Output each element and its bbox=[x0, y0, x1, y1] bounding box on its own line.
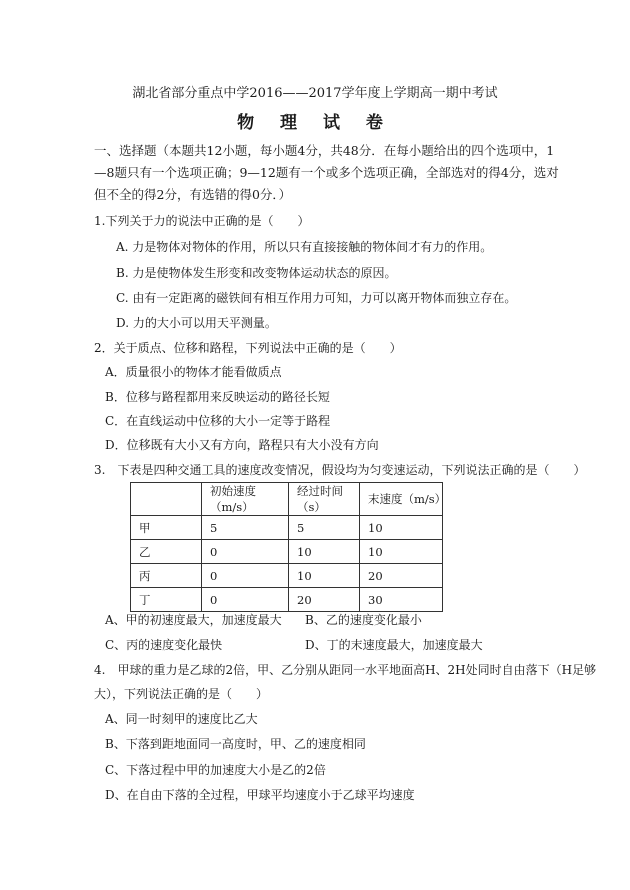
question-3-option-c: C、丙的速度变化最快 bbox=[105, 638, 223, 652]
question-4-stem: 4. 甲球的重力是乙球的2倍，甲、乙分别从距同一水平地面高H、2H处同时自由落下（H足够 bbox=[94, 663, 597, 677]
table-cell: 30 bbox=[360, 588, 443, 612]
table-cell: 丙 bbox=[131, 564, 202, 588]
question-4-option-d: D、在自由下落的全过程，甲球平均速度小于乙球平均速度 bbox=[105, 788, 415, 802]
question-1-option-c: C. 由有一定距离的磁铁间有相互作用力可知，力可以离开物体而独立存在。 bbox=[116, 291, 517, 305]
table-row bbox=[131, 540, 443, 564]
question-1-option-b: B. 力是使物体发生形变和改变物体运动状态的原因。 bbox=[116, 266, 397, 280]
table-header-cell bbox=[131, 483, 202, 516]
table-cell: 0 bbox=[202, 564, 289, 588]
table-row bbox=[131, 516, 443, 540]
table-header-cell: 经过时间（s） bbox=[289, 483, 360, 516]
table-cell: 甲 bbox=[131, 516, 202, 540]
question-1-option-d: D. 力的大小可以用天平测量。 bbox=[116, 316, 277, 330]
table-cell: 丁 bbox=[131, 588, 202, 612]
question-2-option-b: B．位移与路程都用来反映运动的路径长短 bbox=[105, 390, 330, 404]
question-3-option-d: D、丁的末速度最大，加速度最大 bbox=[305, 638, 483, 652]
section-instruction: 一、选择题（本题共12小题，每小题4分，共48分．在每小题给出的四个选项中，1—8题只有一个选项正确；9—12题有一个或多个选项正确，全部选对的得4分，选对但不全的得2分，有选错的得0分．） bbox=[94, 143, 559, 202]
school-header: 湖北省部分重点中学2016——2017学年度上学期高一期中考试 bbox=[132, 86, 498, 101]
table-cell: 10 bbox=[360, 540, 443, 564]
table-cell: 10 bbox=[289, 540, 360, 564]
question-3-option-a: A、甲的初速度最大，加速度最大 bbox=[105, 613, 282, 627]
question-2-option-a: A．质量很小的物体才能看做质点 bbox=[105, 365, 282, 379]
table-cell: 10 bbox=[289, 564, 360, 588]
question-1-stem: 1.下列关于力的说法中正确的是（ ） bbox=[94, 214, 310, 228]
table-header-cell: 初始速度（m/s） bbox=[202, 483, 289, 516]
table-cell: 20 bbox=[360, 564, 443, 588]
table-cell: 0 bbox=[202, 588, 289, 612]
table-row bbox=[131, 564, 443, 588]
question-2-stem: 2．关于质点、位移和路程，下列说法中正确的是（ ） bbox=[94, 341, 402, 355]
table-cell: 0 bbox=[202, 540, 289, 564]
table-cell: 20 bbox=[289, 588, 360, 612]
question-1-option-a: A. 力是物体对物体的作用，所以只有直接接触的物体间才有力的作用。 bbox=[116, 240, 493, 254]
question-2-option-d: D．位移既有大小又有方向，路程只有大小没有方向 bbox=[105, 438, 379, 452]
question-4-option-a: A、同一时刻甲的速度比乙大 bbox=[105, 712, 258, 726]
table-cell: 5 bbox=[202, 516, 289, 540]
speed-table bbox=[130, 482, 447, 612]
question-3-option-b: B、乙的速度变化最小 bbox=[305, 613, 422, 627]
table-cell: 乙 bbox=[131, 540, 202, 564]
table-header-cell: 末速度（m/s） bbox=[360, 483, 443, 516]
table-cell: 10 bbox=[360, 516, 443, 540]
table-cell: 5 bbox=[289, 516, 360, 540]
question-4-stem-continued: 大），下列说法正确的是（ ） bbox=[94, 687, 269, 701]
table-header-row bbox=[131, 483, 443, 516]
table-row bbox=[131, 588, 443, 612]
question-2-option-c: C．在直线运动中位移的大小一定等于路程 bbox=[105, 414, 331, 428]
question-4-option-b: B、下落到距地面同一高度时，甲、乙的速度相同 bbox=[105, 737, 366, 751]
question-4-option-c: C、下落过程中甲的加速度大小是乙的2倍 bbox=[105, 763, 326, 777]
paper-title: 物 理 试 卷 bbox=[237, 113, 393, 133]
question-3-stem: 3. 下表是四种交通工具的速度改变情况，假设均为匀变速运动，下列说法正确的是（ ） bbox=[94, 463, 586, 477]
